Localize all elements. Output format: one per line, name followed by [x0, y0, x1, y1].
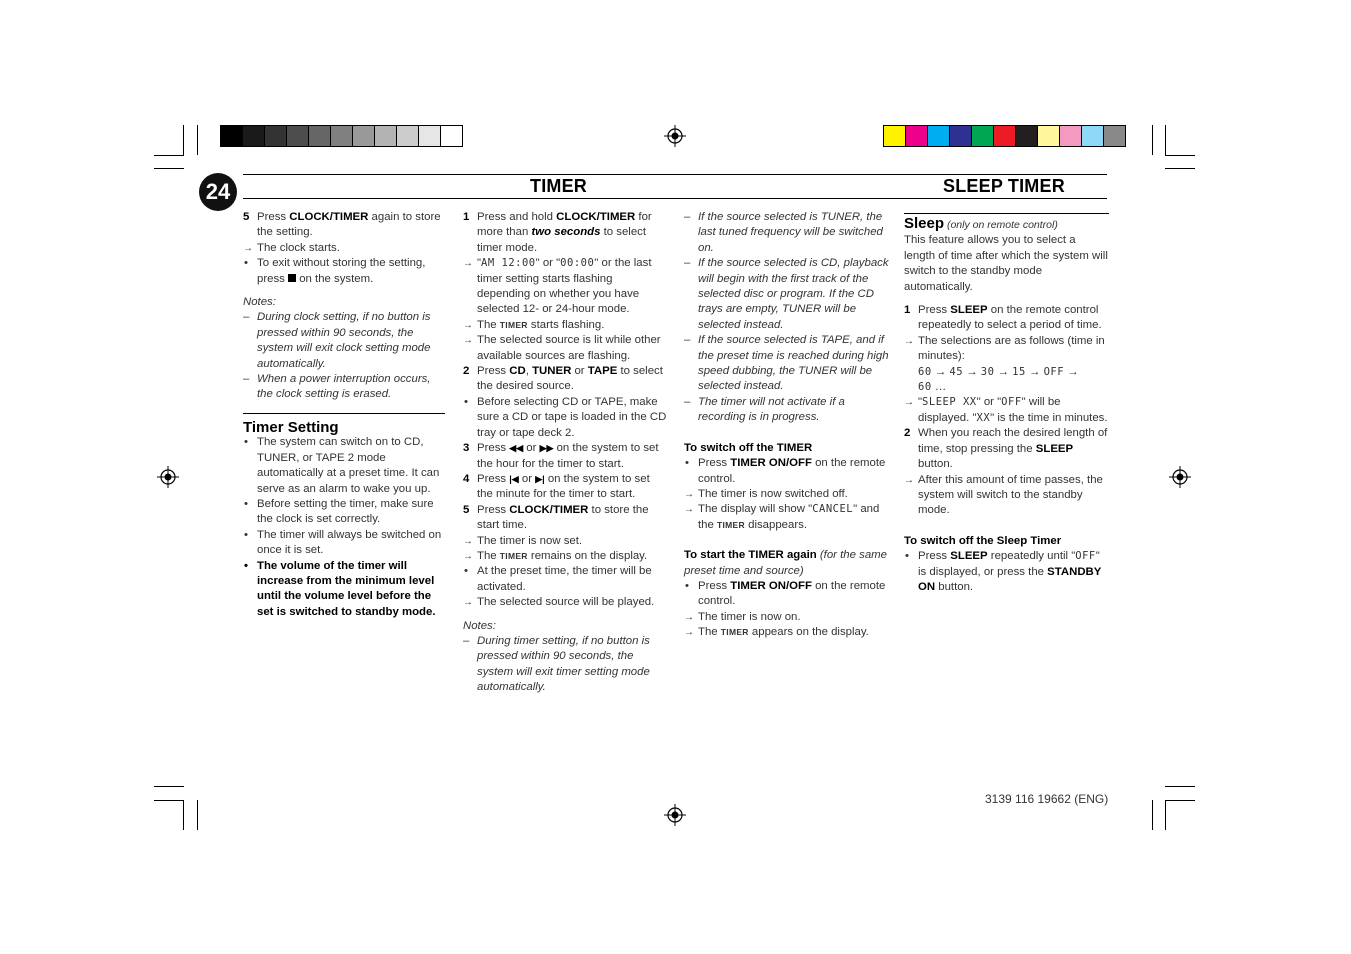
arrow-right-icon: →	[1029, 365, 1041, 378]
switch-off-sleep-heading: To switch off the Sleep Timer	[904, 534, 1062, 547]
color-calibration-bar	[883, 125, 1126, 147]
arrow-right-icon: →	[997, 365, 1009, 378]
arrow-right-icon: →	[1067, 365, 1079, 378]
ts-bullet-3: • The timer will always be switched on once it is set.	[244, 528, 442, 557]
arrow-right-icon: →	[463, 258, 473, 270]
sleep-heading: Sleep (only on remote control)	[904, 215, 1058, 232]
page-number: 24	[199, 173, 237, 211]
switch-off-result-1: → The timer is now switched off.	[684, 487, 889, 502]
column-1	[243, 210, 445, 620]
arrow-right-icon: →	[966, 365, 978, 378]
sleep-step-1: 1 Press SLEEP on the remote control repeatedly to select a period of time.	[904, 304, 1102, 332]
arrow-right-icon: →	[904, 335, 914, 347]
header-rule-top	[243, 174, 1107, 175]
color-swatch	[1060, 126, 1082, 146]
sleep-step-1-result-1: → The selections are as follows (time in minutes): 60 → 45 → 30 → 15 → OFF → 60 …	[904, 334, 1105, 394]
ts-bullet-4: • The volume of the timer will increase from the minimum level until the volume level before the set is switched to standby mode.	[244, 559, 436, 618]
step-3: 3 Press ◀◀ or ▶▶ on the system to set the hour for the timer to start.	[463, 442, 659, 470]
step-1-result-1: → "AM 12:00" or "00:00" or the last timer setting starts flashing depending on whether you have selected 12- or 24-hour mode.	[463, 257, 652, 316]
switch-off-sleep-bullet: • Press SLEEP repeatedly until "OFF" is displayed, or press the STANDBY ON button.	[905, 550, 1102, 593]
start-again-result-2: → The TIMER appears on the display.	[684, 625, 889, 640]
color-swatch	[1038, 126, 1060, 146]
arrow-right-icon: →	[463, 535, 473, 547]
sleep-step-2-result: → After this amount of time passes, the system will switch to the standby mode.	[904, 473, 1103, 517]
grayscale-swatch	[309, 126, 331, 146]
arrow-right-icon: →	[684, 627, 694, 639]
grayscale-swatch	[265, 126, 287, 146]
bullet-exit: • To exit without storing the setting, press on the system.	[244, 257, 426, 285]
note-1: – During clock setting, if no button is pressed within 90 seconds, the system will exit clock setting mode automatically.	[243, 311, 431, 370]
color-swatch	[994, 126, 1016, 146]
note-1: – During timer setting, if no button is pressed within 90 seconds, the system will exit timer setting mode automatically.	[463, 634, 650, 694]
step-5-result: → The clock starts.	[243, 241, 445, 256]
color-swatch	[884, 126, 906, 146]
step-1: 1 Press and hold CLOCK/TIMER for more than two seconds to select timer mode.	[463, 211, 652, 254]
grayscale-swatch	[419, 126, 441, 146]
header-rule-bottom	[243, 198, 1107, 199]
ts-bullet-2: • Before setting the timer, make sure the clock is set correctly.	[244, 497, 434, 526]
notes-label: Notes:	[463, 619, 496, 632]
step-4: 4 Press |◀ or ▶| on the system to set the minute for the timer to start.	[463, 472, 650, 501]
grayscale-swatch	[397, 126, 419, 146]
note-recording: – The timer will not activate if a recording is in progress.	[684, 395, 845, 424]
grayscale-swatch	[375, 126, 397, 146]
grayscale-swatch	[441, 126, 462, 146]
switch-off-result-2: → The display will show "CANCEL" and the TIMER disappears.	[684, 503, 880, 531]
arrow-right-icon: →	[463, 550, 473, 562]
grayscale-swatch	[331, 126, 353, 146]
note-2: – When a power interruption occurs, the clock setting is erased.	[243, 373, 431, 401]
note-tape: – If the source selected is TAPE, and if the preset time is reached during high speed dubbing, the TUNER will be selected instead.	[684, 334, 889, 393]
stop-button-icon	[288, 274, 296, 282]
color-swatch	[972, 126, 994, 146]
step-5-result-1: → The timer is now set.	[463, 534, 668, 549]
note-cd: – If the source selected is CD, playback will begin with the first track of the selected disc or program. If the CD trays are empty, TUNER will be selected instead.	[684, 257, 889, 331]
section-title-timer: TIMER	[530, 176, 587, 196]
step-5: 5 Press CLOCK/TIMER to store the start time.	[463, 503, 649, 532]
step-5: 5 Press CLOCK/TIMER again to store the setting.	[243, 211, 441, 239]
column-2	[463, 210, 668, 696]
color-swatch	[1016, 126, 1038, 146]
registration-mark-icon	[1169, 466, 1191, 488]
color-swatch	[928, 126, 950, 146]
step-1-result-3: → The selected source is lit while other available sources are flashing.	[463, 334, 661, 362]
arrow-right-icon: →	[243, 242, 253, 254]
color-swatch	[1082, 126, 1104, 146]
bullet-preset-result: → The selected source will be played.	[463, 595, 668, 610]
step-1-result-2: → The TIMER starts flashing.	[463, 318, 668, 333]
sleep-step-2: 2 When you reach the desired length of time, stop pressing the SLEEP button.	[904, 427, 1108, 471]
step-2: 2 Press CD, TUNER or TAPE to select the desired source.	[463, 365, 663, 393]
switch-off-bullet: • Press TIMER ON/OFF on the remote control.	[685, 457, 886, 485]
rewind-icon: ◀◀	[509, 443, 524, 454]
grayscale-swatch	[287, 126, 309, 146]
bullet-before-selecting: • Before selecting CD or TAPE, make sure a CD or tape is loaded in the CD tray or tape deck 2.	[464, 395, 667, 439]
ts-bullet-1: • The system can switch on to CD, TUNER, or TAPE 2 mode automatically at a preset time. It can serve as an alarm to wake you up.	[244, 436, 440, 495]
step-5-result-2: → The TIMER remains on the display.	[463, 549, 668, 564]
start-again-result-1: → The timer is now on.	[684, 610, 889, 625]
registration-mark-icon	[157, 466, 179, 488]
registration-mark-icon	[664, 804, 686, 826]
grayscale-calibration-bar	[220, 125, 463, 147]
arrow-right-icon: →	[684, 488, 694, 500]
color-swatch	[906, 126, 928, 146]
arrow-right-icon: →	[463, 319, 473, 331]
color-swatch	[1104, 126, 1125, 146]
document-code: 3139 116 19662 (ENG)	[985, 792, 1109, 806]
color-swatch	[950, 126, 972, 146]
timer-setting-heading: Timer Setting	[243, 418, 339, 436]
grayscale-swatch	[353, 126, 375, 146]
column-3	[684, 210, 889, 641]
note-tuner: – If the source selected is TUNER, the last tuned frequency will be switched on.	[684, 211, 883, 254]
arrow-right-icon: →	[463, 597, 473, 609]
sleep-intro: This feature allows you to select a length of time after which the system will switch to the standby mode automatically.	[904, 234, 1108, 293]
arrow-right-icon: →	[463, 335, 473, 347]
sleep-step-1-result-2: → "SLEEP XX" or "OFF" will be displayed. "XX" is the time in minutes.	[904, 396, 1108, 424]
next-track-icon: ▶|	[535, 473, 545, 484]
column-4	[904, 210, 1109, 595]
arrow-right-icon: →	[934, 365, 947, 378]
notes-label: Notes:	[243, 296, 276, 309]
start-timer-again-heading: To start the TIMER again (for the same preset time and source)	[684, 549, 887, 577]
section-title-sleep-timer: SLEEP TIMER	[943, 176, 1065, 196]
fast-forward-icon: ▶▶	[539, 443, 554, 454]
arrow-right-icon: →	[904, 397, 914, 409]
registration-mark-icon	[664, 125, 686, 147]
grayscale-swatch	[243, 126, 265, 146]
bullet-preset-time: • At the preset time, the timer will be activated.	[464, 565, 652, 593]
previous-track-icon: |◀	[509, 473, 519, 484]
arrow-right-icon: →	[904, 474, 914, 486]
arrow-right-icon: →	[684, 504, 694, 516]
arrow-right-icon: →	[684, 611, 694, 623]
start-again-bullet: • Press TIMER ON/OFF on the remote control.	[685, 579, 886, 608]
grayscale-swatch	[221, 126, 243, 146]
switch-off-timer-heading: To switch off the TIMER	[684, 441, 813, 454]
